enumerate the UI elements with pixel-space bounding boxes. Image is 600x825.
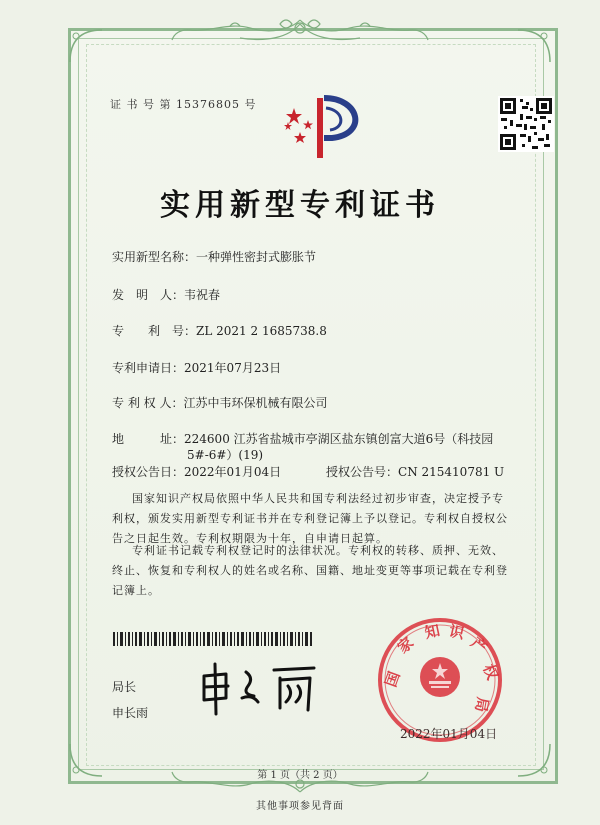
certificate-number-label: 证 书 号 第	[110, 98, 172, 111]
director-title: 局长	[112, 680, 137, 694]
svg-text:家: 家	[393, 633, 418, 657]
director-name: 申长雨	[112, 706, 149, 720]
field-value: 224600 江苏省盐城市亭湖区盐东镇创富大道6号（科技园	[184, 432, 494, 446]
field-patent-number	[112, 322, 327, 339]
certificate-number	[110, 96, 257, 112]
top-ornament-icon	[170, 14, 430, 48]
svg-text:知: 知	[423, 621, 442, 643]
svg-text:产: 产	[467, 633, 491, 657]
certificate-number-value: 15376805	[176, 98, 240, 111]
field-value: 一种弹性密封式膨胀节	[196, 250, 317, 264]
field-value: ZL 2021 2 1685738.8	[196, 324, 327, 338]
corner-ornament-icon	[514, 26, 554, 66]
body-paragraph-2: 专利证书记载专利权登记时的法律状况。专利权的转移、质押、无效、终止、恢复和专利权人的姓名或名称、国籍、地址变更等事项记载在专利登记簿上。	[112, 544, 508, 597]
field-utility-model-name	[112, 248, 316, 265]
field-value: 江苏中韦环保机械有限公司	[183, 396, 328, 410]
qr-code-icon	[498, 96, 554, 152]
field-label: 专利申请日：	[112, 361, 185, 375]
field-label: 发 明 人：	[112, 288, 185, 302]
seal-date: 2022年01月04日	[400, 727, 498, 741]
svg-text:局: 局	[471, 695, 492, 714]
field-filing-date	[112, 359, 281, 376]
body-paragraph-1: 国家知识产权局依照中华人民共和国专利法经过初步审查，决定授予专利权，颁发实用新型专利证书并在专利登记簿上予以登记。专利权自授权公告之日起生效。专利权期限为十年，自申请日起算。	[112, 492, 508, 545]
field-value: 2022年01月04日	[184, 465, 282, 479]
footer-note: 其他事项参见背面	[256, 801, 344, 812]
corner-ornament-icon	[66, 26, 106, 66]
svg-text:识: 识	[447, 621, 466, 643]
field-value: 5#-6#）(19)	[187, 448, 264, 462]
field-label: 授权公告号：	[326, 465, 399, 479]
field-address-line-2	[187, 446, 263, 463]
barcode-icon	[113, 632, 313, 646]
field-label: 授权公告日：	[112, 465, 185, 479]
field-label: 专 利 号：	[112, 324, 197, 338]
field-label: 地 址：	[112, 432, 185, 446]
field-label: 专 利 权 人：	[112, 396, 184, 410]
field-value: CN 215410781 U	[398, 465, 505, 479]
signature-icon	[196, 658, 326, 718]
field-grant-date	[112, 463, 281, 480]
page-title: 实用新型专利证书	[160, 188, 440, 223]
field-value: 2021年07月23日	[184, 361, 282, 375]
field-patent-holder	[112, 394, 327, 411]
field-label: 实用新型名称：	[112, 250, 197, 264]
field-value: 韦祝春	[184, 288, 221, 302]
field-inventor	[112, 286, 220, 303]
cnipa-logo-icon	[280, 92, 370, 164]
page-number: 第 1 页（共 2 页）	[257, 770, 343, 781]
svg-text:权: 权	[479, 661, 502, 683]
svg-text:国: 国	[381, 669, 404, 690]
certificate-number-suffix: 号	[244, 98, 257, 111]
field-address	[112, 430, 493, 447]
field-grant-number	[326, 463, 504, 480]
